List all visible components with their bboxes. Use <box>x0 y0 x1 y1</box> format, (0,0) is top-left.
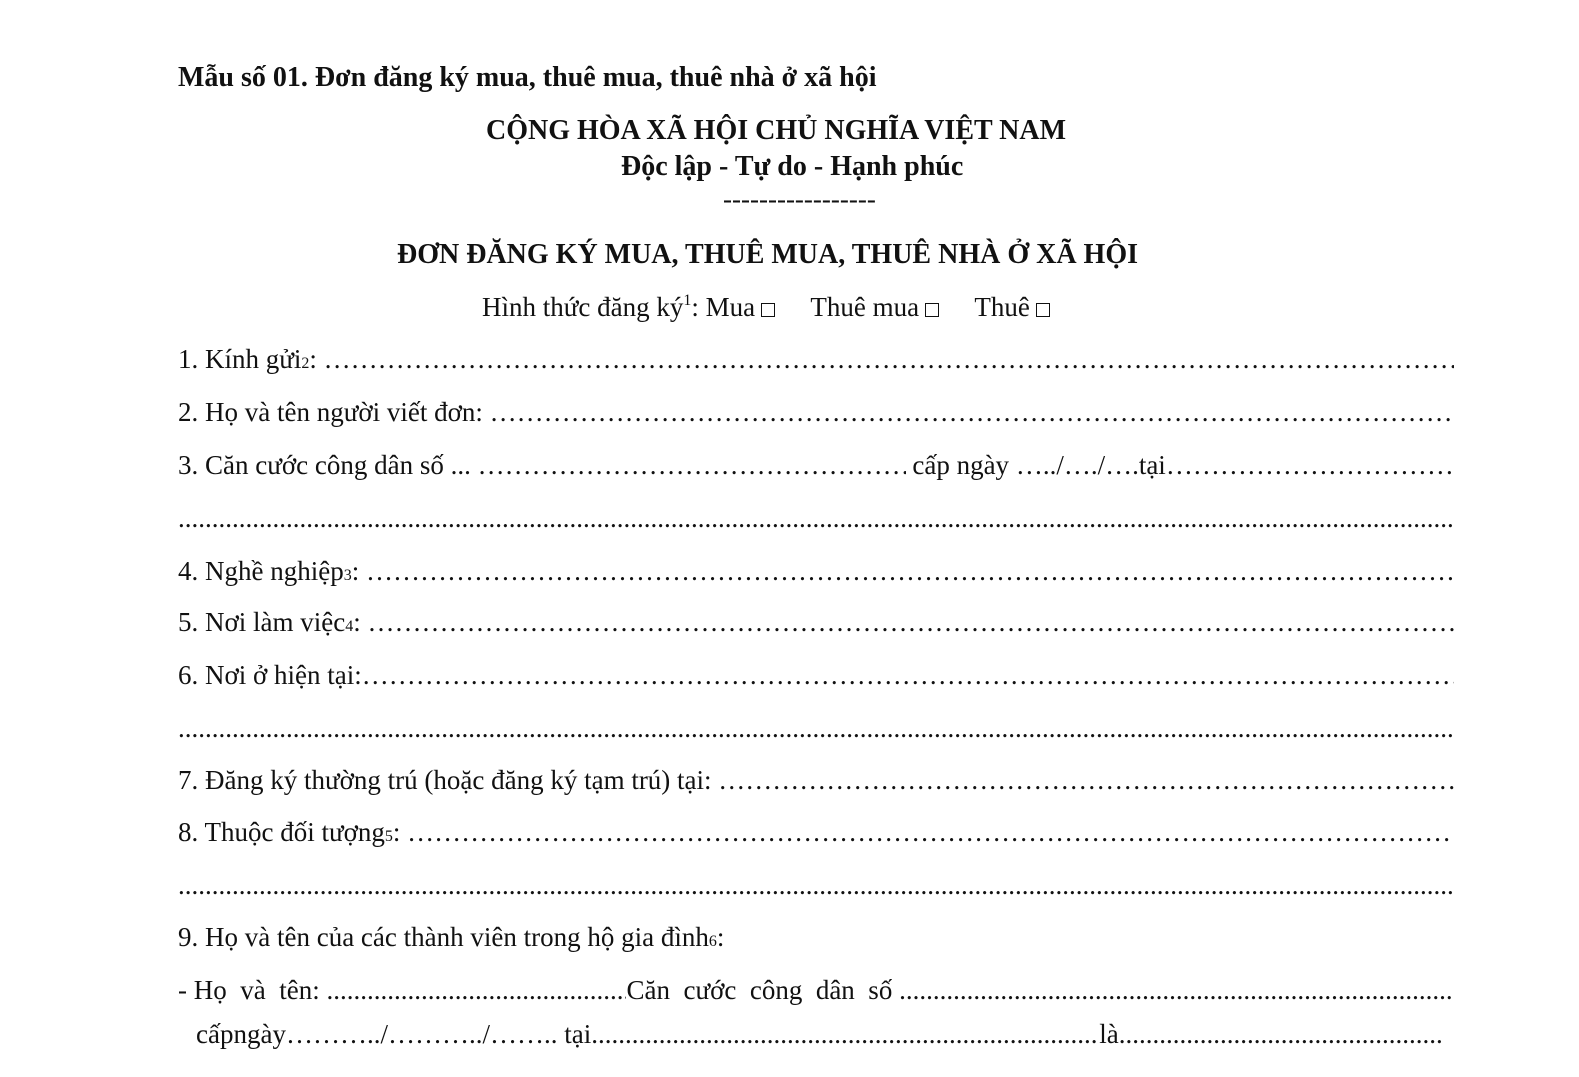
checkbox-lease-purchase[interactable] <box>925 303 939 317</box>
member-entry <box>178 977 1454 1004</box>
field-label: 7. Đăng ký thường trú (hoặc đăng ký tạm trú) tại: <box>178 765 719 795</box>
field-label: 3. Căn cước công dân số ... <box>178 450 478 480</box>
field-permanent-residence <box>178 767 1454 794</box>
option-rent-label: Thuê <box>974 292 1030 322</box>
member-name-label: - Họ và tên: <box>178 975 327 1005</box>
document-title: ĐƠN ĐĂNG KÝ MUA, THUÊ MUA, THUÊ NHÀ Ở XÃ HỘI <box>397 239 1138 270</box>
fill-line[interactable] <box>368 609 1455 636</box>
fill-line[interactable] <box>178 872 1454 899</box>
member-entry-cont <box>196 1021 1444 1048</box>
checkbox-rent[interactable] <box>1036 303 1050 317</box>
fill-line[interactable] <box>362 662 1454 689</box>
field-occupation: 4. Nghề nghiệp 3 : …………………………………………………………………………………………………………………………………………………………………………………………………………… <box>178 558 1454 585</box>
issue-date-value[interactable]: …../…./….tại <box>1015 450 1166 480</box>
member-id-label: Căn cước công dân số <box>626 975 900 1005</box>
member-date-label[interactable]: cấpngày………../………../…….. <box>196 1019 558 1049</box>
field-label: 4. Nghề nghiệp <box>178 556 344 586</box>
field-label: 2. Họ và tên người viết đơn: <box>178 397 490 427</box>
field-label: 6. Nơi ở hiện tại: <box>178 660 362 690</box>
header-separator: ----------------- <box>723 184 876 214</box>
fill-line[interactable] <box>1166 452 1454 479</box>
field-beneficiary-category-cont <box>178 872 1454 899</box>
field-label: 1. Kính gửi <box>178 344 302 374</box>
checkbox-buy[interactable] <box>761 303 775 317</box>
field-label: 8. Thuộc đối tượng <box>178 817 385 847</box>
registration-label: Hình thức đăng ký <box>482 292 684 322</box>
field-label: 9. Họ và tên của các thành viên trong hộ gia đình <box>178 922 709 952</box>
fill-line[interactable] <box>178 715 1454 742</box>
fill-line[interactable] <box>366 558 1454 585</box>
fill-line[interactable] <box>478 452 906 479</box>
fill-line[interactable] <box>326 977 626 1004</box>
fill-line[interactable] <box>1119 1021 1444 1048</box>
field-applicant-name <box>178 399 1454 426</box>
field-current-residence-cont <box>178 715 1454 742</box>
issue-date-label: cấp ngày <box>905 450 1016 480</box>
fill-line[interactable] <box>591 1021 1099 1048</box>
country-header: CỘNG HÒA XÃ HỘI CHỦ NGHĨA VIỆT NAM <box>486 115 1067 146</box>
fill-line[interactable] <box>324 346 1454 373</box>
field-citizen-id <box>178 452 1454 479</box>
footnote-ref: 1 <box>683 292 692 309</box>
option-lease-purchase-label: Thuê mua <box>810 292 920 322</box>
member-place-label: tại <box>557 1019 592 1049</box>
fill-line[interactable] <box>899 977 1454 1004</box>
option-buy-label: Mua <box>705 292 756 322</box>
field-recipient: 1. Kính gửi 2 : …………………………………………………………………………………………………………………………………………………………………………………………………………… <box>178 346 1454 373</box>
field-label: 5. Nơi làm việc <box>178 607 346 637</box>
field-beneficiary-category: 8. Thuộc đối tượng 5 : …………………………………………………………………………………………………………………………………………………………………………………………………………… <box>178 819 1454 846</box>
registration-type: Hình thức đăng $ký^1$: Mua Thuê mua Thuê <box>482 294 1052 321</box>
fill-line[interactable] <box>407 819 1454 846</box>
fill-line[interactable] <box>490 399 1454 426</box>
motto: Độc lập - Tự do - Hạnh phúc <box>621 151 964 182</box>
form-code: Mẫu số 01. Đơn đăng ký mua, thuê mua, thuê nhà ở xã hội <box>178 62 877 93</box>
member-relation-label: là <box>1099 1019 1119 1049</box>
field-citizen-id-cont <box>178 505 1454 532</box>
field-household-members: 9. Họ và tên của các thành viên trong hộ gia đình 6 : <box>178 922 725 952</box>
fill-line[interactable] <box>178 505 1454 532</box>
fill-line[interactable] <box>718 767 1454 794</box>
field-workplace: 5. Nơi làm việc 4 : …………………………………………………………………………………………………………………………………………………………………………………………………………… <box>178 609 1454 636</box>
field-current-residence <box>178 662 1454 689</box>
